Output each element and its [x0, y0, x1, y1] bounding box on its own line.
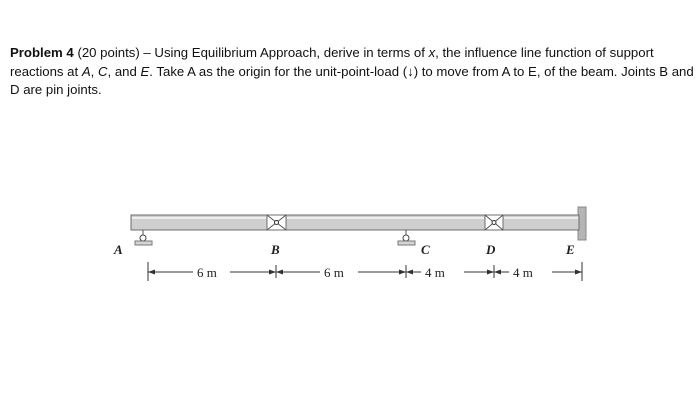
dimension-bc-label: 6 m: [324, 265, 344, 280]
problem-text-4: ) to move from A to E, of the beam. Joints B and D are pin joints.: [10, 63, 694, 97]
problem-dash: –: [139, 45, 155, 60]
support-c-ref: C: [97, 63, 108, 79]
comma-1: ,: [90, 63, 98, 79]
roller-support-a-icon: [135, 230, 152, 245]
variable-x: x: [428, 45, 436, 60]
label-e: E: [566, 242, 575, 257]
problem-text-3: . Take A as the origin for the unit-point-load (: [149, 63, 408, 79]
comma-2: , and: [107, 63, 141, 79]
problem-points: (20 points): [77, 45, 140, 60]
dimension-ab-label: 6 m: [197, 265, 217, 280]
support-a-ref: A: [81, 63, 91, 79]
hinge-d-icon: [485, 215, 503, 230]
roller-support-c-icon: [398, 230, 415, 245]
problem-text-2: , the influence line function of support reactions at: [10, 45, 654, 79]
label-a: A: [114, 242, 123, 257]
dimension-cd-label: 4 m: [425, 265, 445, 280]
problem-heading: Problem 4: [10, 45, 74, 60]
label-c: C: [421, 242, 430, 257]
dimension-de-label: 4 m: [513, 265, 533, 280]
down-arrow-icon: ↓: [407, 63, 414, 79]
support-e-ref: E: [140, 63, 150, 79]
problem-text-1: Using Equilibrium Approach, derive in terms of: [154, 45, 429, 60]
hinge-b-icon: [267, 215, 286, 230]
label-b: B: [271, 242, 280, 257]
label-d: D: [486, 242, 496, 257]
